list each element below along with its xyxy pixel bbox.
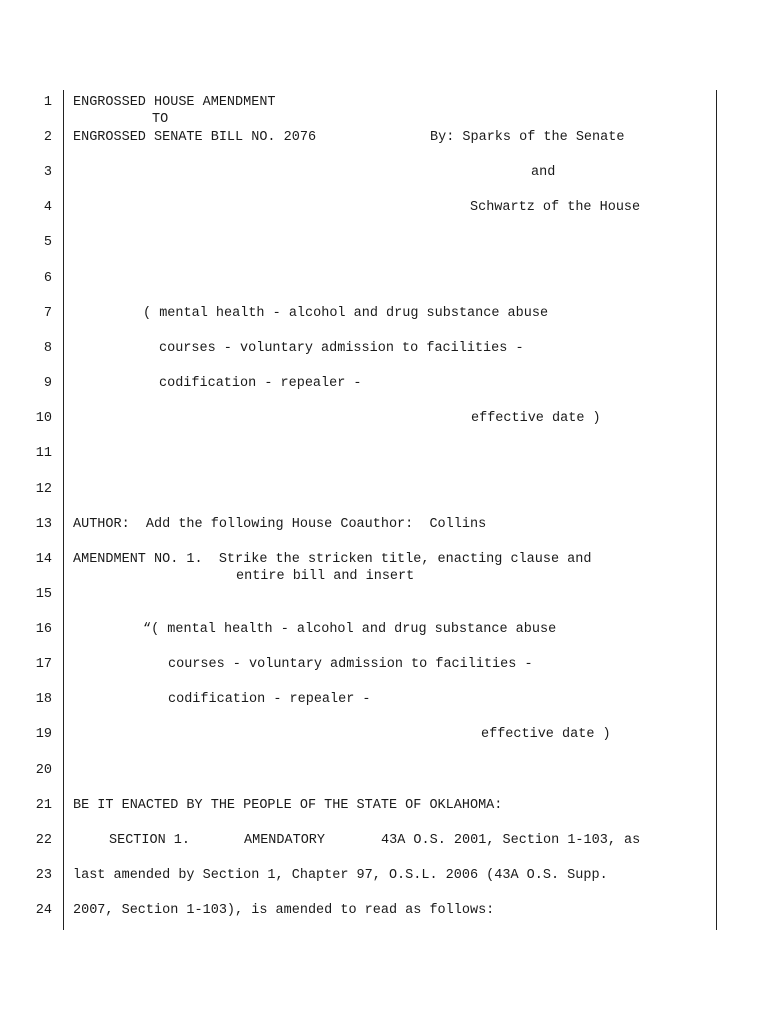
line-number: 9: [43, 376, 52, 391]
line-number: 10: [35, 411, 52, 426]
line-number: 21: [35, 798, 52, 813]
enacting-clause: BE IT ENACTED BY THE PEOPLE OF THE STATE OF OKLAHOMA:: [73, 798, 503, 813]
line-number: 24: [35, 903, 52, 918]
line-number: 18: [35, 692, 52, 707]
inserted-title-line: courses - voluntary admission to facilities -: [168, 657, 533, 672]
line-number: 2: [43, 130, 52, 145]
line-number: 23: [35, 868, 52, 883]
amendment-heading: ENGROSSED HOUSE AMENDMENT: [73, 95, 276, 110]
title-line: codification - repealer -: [159, 376, 362, 391]
house-author: Schwartz of the House: [470, 200, 641, 215]
line-number: 12: [35, 482, 52, 497]
line-number: 6: [43, 271, 52, 286]
amendatory-label: AMENDATORY: [244, 833, 326, 848]
line-number: 20: [35, 763, 52, 778]
line-number: 11: [35, 446, 52, 461]
coauthor-line: AUTHOR: Add the following House Coauthor: Collins: [73, 517, 487, 532]
body-line: last amended by Section 1, Chapter 97, O.S.L. 2006 (43A O.S. Supp.: [73, 868, 608, 883]
line-number: 22: [35, 833, 52, 848]
line-number: 19: [35, 727, 52, 742]
line-number: 1: [43, 95, 52, 110]
title-line: courses - voluntary admission to facilities -: [159, 341, 524, 356]
inserted-title-line: codification - repealer -: [168, 692, 371, 707]
line-number: 17: [35, 657, 52, 672]
bill-number: ENGROSSED SENATE BILL NO. 2076: [73, 130, 317, 145]
line-number: 13: [35, 517, 52, 532]
line-number: 14: [35, 552, 52, 567]
inserted-title-line: “( mental health - alcohol and drug substance abuse: [143, 622, 557, 637]
author-conjunction: and: [531, 165, 556, 180]
amendment-line: AMENDMENT NO. 1. Strike the stricken title, enacting clause and: [73, 552, 592, 567]
line-number: 5: [43, 235, 52, 250]
line-number: 3: [43, 165, 52, 180]
body-line: 2007, Section 1-103), is amended to read as follows:: [73, 903, 495, 918]
left-margin-rule: [63, 90, 64, 930]
senate-author: By: Sparks of the Senate: [430, 130, 625, 145]
title-line: effective date ): [471, 411, 601, 426]
title-line: ( mental health - alcohol and drug substance abuse: [143, 306, 549, 321]
section-label: SECTION 1.: [109, 833, 191, 848]
inserted-title-line: effective date ): [481, 727, 611, 742]
line-number: 7: [43, 306, 52, 321]
statute-citation: 43A O.S. 2001, Section 1-103, as: [381, 833, 641, 848]
line-number: 16: [35, 622, 52, 637]
amendment-line-continued: entire bill and insert: [236, 569, 415, 584]
line-number: 8: [43, 341, 52, 356]
line-number: 4: [43, 200, 52, 215]
amendment-heading-to: TO: [152, 112, 169, 127]
right-margin-rule: [716, 90, 717, 930]
line-number: 15: [35, 587, 52, 602]
